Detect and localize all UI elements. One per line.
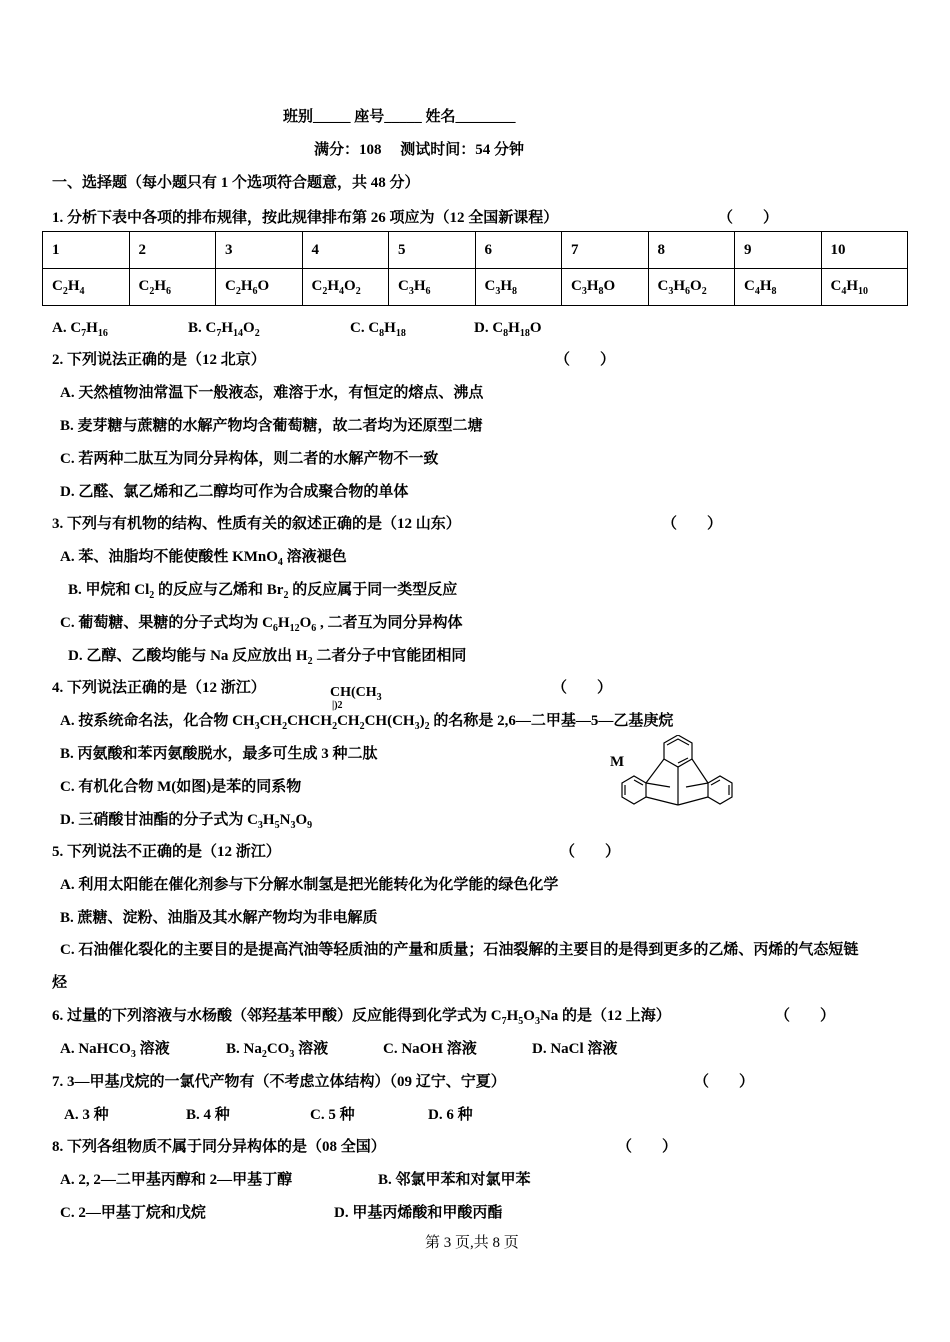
q4-branch-sub: |)2 [332, 700, 343, 711]
q2-option-b: B. 麦芽糖与蔗糖的水解产物均含葡萄糖，故二者均为还原型二塘 [60, 418, 483, 434]
table-cell-index: 6 [475, 232, 562, 269]
q1-option-b: B. $C_7H_{14}O_2$ [188, 320, 260, 339]
q3-option-c: C. 葡萄糖、果糖的分子式均为 $C_6H_{12}O_6$ , 二者互为同分异构体 [60, 615, 463, 634]
q3-stem: 3. 下列与有机物的结构、性质有关的叙述正确的是（12 山东） [52, 516, 461, 532]
q5-stem: 5. 下列说法不正确的是（12 浙江） [52, 844, 281, 860]
q6-option-d: D. NaCl 溶液 [532, 1041, 618, 1057]
q4-option-c: C. 有机化合物 M(如图)是苯的同系物 [60, 779, 302, 795]
q5-option-c-continued: 烃 [52, 975, 68, 991]
q5-answer-paren: （ ） [560, 844, 621, 860]
q2-option-c: C. 若两种二肽互为同分异构体，则二者的水解产物不一致 [60, 451, 439, 467]
q6-stem: 6. 过量的下列溶液与水杨酸（邻羟基苯甲酸）反应能得到化学式为 $C_7H_5O_3Na$ 的是（12 上海） [52, 1008, 671, 1027]
q8-option-c: C. 2—甲基丁烷和戊烷 [60, 1205, 206, 1221]
table-cell-formula: $C_4H_{10}$ [821, 269, 908, 306]
q4-stem: 4. 下列说法正确的是（12 浙江） [52, 680, 266, 696]
table-cell-formula: $C_2H_6O$ [216, 269, 303, 306]
table-cell-index: 4 [302, 232, 389, 269]
table-cell-formula: $C_2H_4O_2$ [302, 269, 389, 306]
score-line: 满分：108 测试时间：54 分钟 [314, 142, 525, 158]
q1-option-d: D. $C_8H_{18}O$ [474, 320, 542, 339]
q3-option-d: D. 乙醇、乙酸均能与 Na 反应放出 $H_2$ 二者分子中官能团相同 [68, 648, 467, 667]
q2-answer-paren: （ ） [555, 352, 616, 368]
molecule-label: M [610, 754, 625, 770]
q6-option-c: C. NaOH 溶液 [383, 1041, 477, 1057]
q2-option-d: D. 乙醛、氯乙烯和乙二醇均可作为合成聚合物的单体 [60, 484, 409, 500]
benzene-ring-top [664, 735, 692, 767]
q8-option-d: D. 甲基丙烯酸和甲酸丙酯 [334, 1205, 503, 1221]
q7-option-c: C. 5 种 [310, 1107, 355, 1123]
q5-option-c: C. 石油催化裂化的主要目的是提高汽油等轻质油的产量和质量；石油裂解的主要目的是得到更多的乙烯、丙烯的气态短链 [60, 942, 859, 958]
table-cell-index: 5 [389, 232, 476, 269]
q8-stem: 8. 下列各组物质不属于同分异构体的是（08 全国） [52, 1139, 386, 1155]
table-cell-index: 10 [821, 232, 908, 269]
info-line: 班别_____ 座号_____ 姓名________ [283, 109, 516, 125]
q7-option-a: A. 3 种 [64, 1107, 109, 1123]
section-title: 一、选择题（每小题只有 1 个选项符合题意，共 48 分） [52, 175, 420, 191]
table-cell-formula: $C_2H_4$ [43, 269, 130, 306]
table-cell-formula: $C_3H_6$ [389, 269, 476, 306]
q4-option-d: D. 三硝酸甘油酯的分子式为 $C_3H_5N_3O_9$ [60, 812, 313, 831]
q3-answer-paren: （ ） [662, 516, 723, 532]
q7-stem: 7. 3—甲基戊烷的一氯代产物有（不考虑立体结构）（09 辽宁、宁夏） [52, 1074, 506, 1090]
q1-stem: 1. 分析下表中各项的排布规律，按此规律排布第 26 项应为（12 全国新课程） [52, 210, 559, 226]
table-cell-formula: $C_4H_8$ [735, 269, 822, 306]
q2-stem: 2. 下列说法正确的是（12 北京） [52, 352, 266, 368]
page-number: 第 3 页,共 8 页 [425, 1235, 519, 1251]
q6-option-a: A. NaHCO$_3$ 溶液 [60, 1041, 170, 1060]
table-cell-formula: $C_3H_6O_2$ [648, 269, 735, 306]
molecule-m-structure [612, 735, 742, 825]
table-cell-index: 3 [216, 232, 303, 269]
q4-option-a: A. 按系统命名法，化合物 $CH_3CH_2CHCH_2CH_2CH(CH_3)_2$ 的名称是 2,6—二甲基—5—乙基庚烷 [60, 713, 674, 732]
q1-answer-paren: （ ） [718, 210, 779, 226]
q7-option-d: D. 6 种 [428, 1107, 473, 1123]
q2-option-a: A. 天然植物油常温下一般液态，难溶于水，有恒定的熔点、沸点 [60, 385, 484, 401]
q8-answer-paren: （ ） [617, 1139, 678, 1155]
q3-option-b: B. 甲烷和 $Cl_2$ 的反应与乙烯和 $Br_2$ 的反应属于同一类型反应 [68, 582, 458, 601]
q4-branch-top: $CH(CH_3$ [330, 685, 382, 703]
q4-option-b: B. 丙氨酸和苯丙氨酸脱水，最多可生成 3 种二肽 [60, 746, 378, 762]
sequence-table [42, 231, 908, 306]
table-row [43, 232, 908, 269]
table-cell-index: 8 [648, 232, 735, 269]
table-cell-formula: $C_3H_8$ [475, 269, 562, 306]
table-cell-index: 9 [735, 232, 822, 269]
table-row [43, 269, 908, 306]
q1-option-c: C. $C_8H_{18}$ [350, 320, 406, 339]
table-cell-formula: $C_2H_6$ [129, 269, 216, 306]
q6-option-b: B. $Na_2CO_3$ 溶液 [226, 1041, 329, 1060]
q5-option-a: A. 利用太阳能在催化剂参与下分解水制氢是把光能转化为化学能的绿色化学 [60, 877, 559, 893]
q4-answer-paren: （ ） [552, 680, 613, 696]
table-cell-index: 1 [43, 232, 130, 269]
q7-option-b: B. 4 种 [186, 1107, 230, 1123]
table-cell-index: 7 [562, 232, 649, 269]
table-cell-formula: $C_3H_8O$ [562, 269, 649, 306]
q6-answer-paren: （ ） [775, 1008, 836, 1024]
table-cell-index: 2 [129, 232, 216, 269]
q8-option-a: A. 2, 2—二甲基丙醇和 2—甲基丁醇 [60, 1172, 293, 1188]
q5-option-b: B. 蔗糖、淀粉、油脂及其水解产物均为非电解质 [60, 910, 378, 926]
q1-option-a: A. $C_7H_{16}$ [52, 320, 108, 339]
q3-option-a: A. 苯、油脂均不能使酸性 KMnO$_4$ 溶液褪色 [60, 549, 347, 568]
q8-option-b: B. 邻氯甲苯和对氯甲苯 [378, 1172, 531, 1188]
q7-answer-paren: （ ） [694, 1074, 755, 1090]
